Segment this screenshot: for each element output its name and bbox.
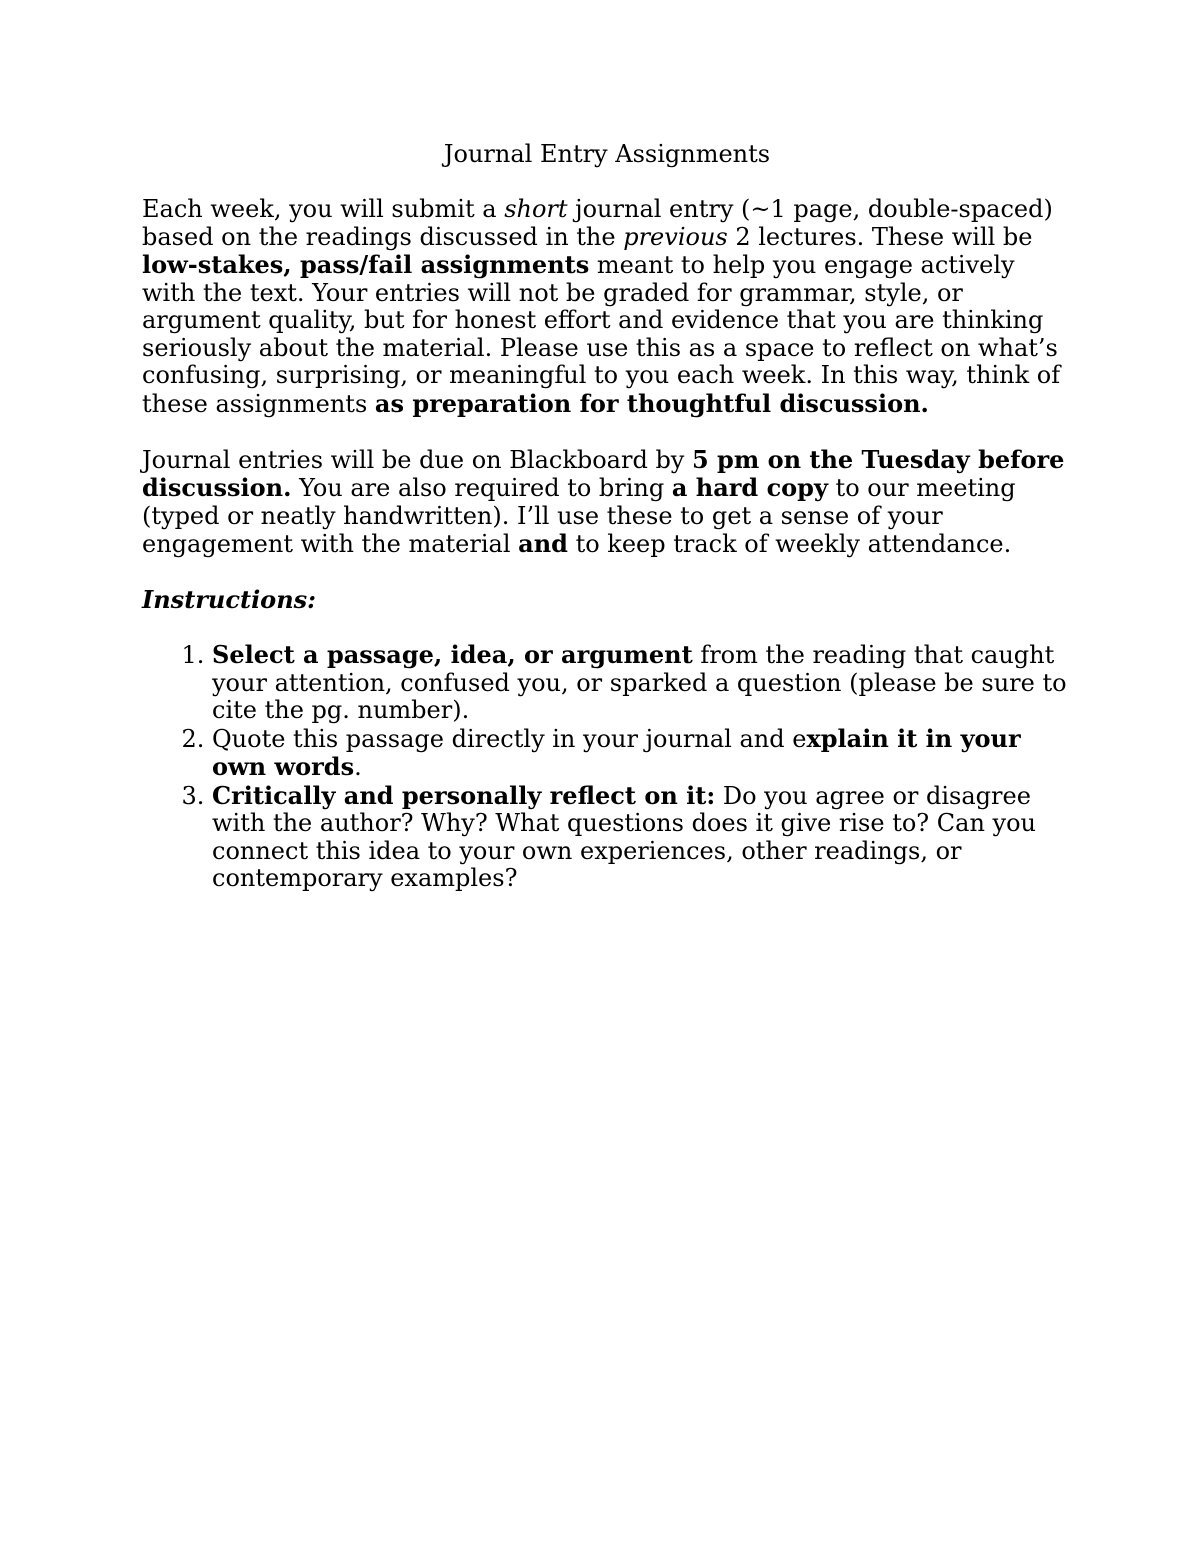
instruction-2-bold: xplain it in your own words: [212, 723, 1021, 781]
intro-bold-low-stakes: low-stakes, pass/fail assignments: [142, 250, 590, 279]
instruction-item-1: [212, 641, 1072, 725]
instruction-item-2: [212, 725, 1072, 782]
instruction-3-text: Do you agree or disagree with the author? Why? What questions does it give rise to? Can you connect this idea to your own experiences, other readings, or contemporary examples?: [212, 781, 1037, 892]
intro-text-3: 2 lectures. These will be: [727, 222, 1033, 251]
instruction-item-3: [212, 782, 1072, 893]
due-bold-deadline: 5 pm on the Tuesday before discussion.: [142, 444, 1065, 502]
due-text-2: You are also required to bring: [291, 474, 672, 502]
due-bold-and: and: [518, 529, 568, 558]
intro-emphasis-previous: previous: [623, 222, 728, 251]
due-bold-hard-copy: a hard copy: [671, 473, 828, 502]
instruction-1-bold: Select a passage, idea, or argument: [212, 640, 693, 669]
instruction-1-text: from the reading that caught your attention, confused you, or sparked a question (please be sure to cite the pg. number).: [212, 641, 1067, 724]
due-text-4: to keep track of weekly attendance.: [567, 530, 1012, 558]
due-text-3: to our meeting (typed or neatly handwritten). I’ll use these to get a sense of your engagement with the material: [142, 474, 1016, 558]
intro-text-1: Each week, you will submit a: [142, 195, 505, 223]
intro-text-4: meant to help you engage actively with the text. Your entries will not be graded for grammar, style, or argument quality, but for honest effort and evidence that you are thinking seriously about the material. Please use this as a space to reflect on what’s confusing, surprising, or meaningful to you each week. In this way, think of these assignments: [142, 251, 1061, 418]
intro-bold-preparation: as preparation for thoughtful discussion.: [374, 388, 929, 418]
instructions-heading: Instructions:: [142, 585, 317, 614]
document-page: [142, 141, 1072, 893]
instruction-2-text: Quote this passage directly in your journal and e: [212, 724, 807, 753]
intro-paragraph: [142, 196, 1072, 418]
due-text-1: Journal entries will be due on Blackboard by: [142, 445, 692, 474]
intro-text-2: journal entry (~1 page, double-spaced) based on the readings discussed in the: [142, 195, 1053, 251]
instructions-list: [142, 641, 1072, 893]
document-title: Journal Entry Assignments: [443, 140, 771, 168]
instruction-2-text-end: .: [354, 753, 362, 781]
due-date-paragraph: [142, 446, 1072, 559]
instruction-3-bold: Critically and personally reflect on it:: [212, 780, 716, 810]
intro-emphasis-short: short: [504, 195, 568, 223]
